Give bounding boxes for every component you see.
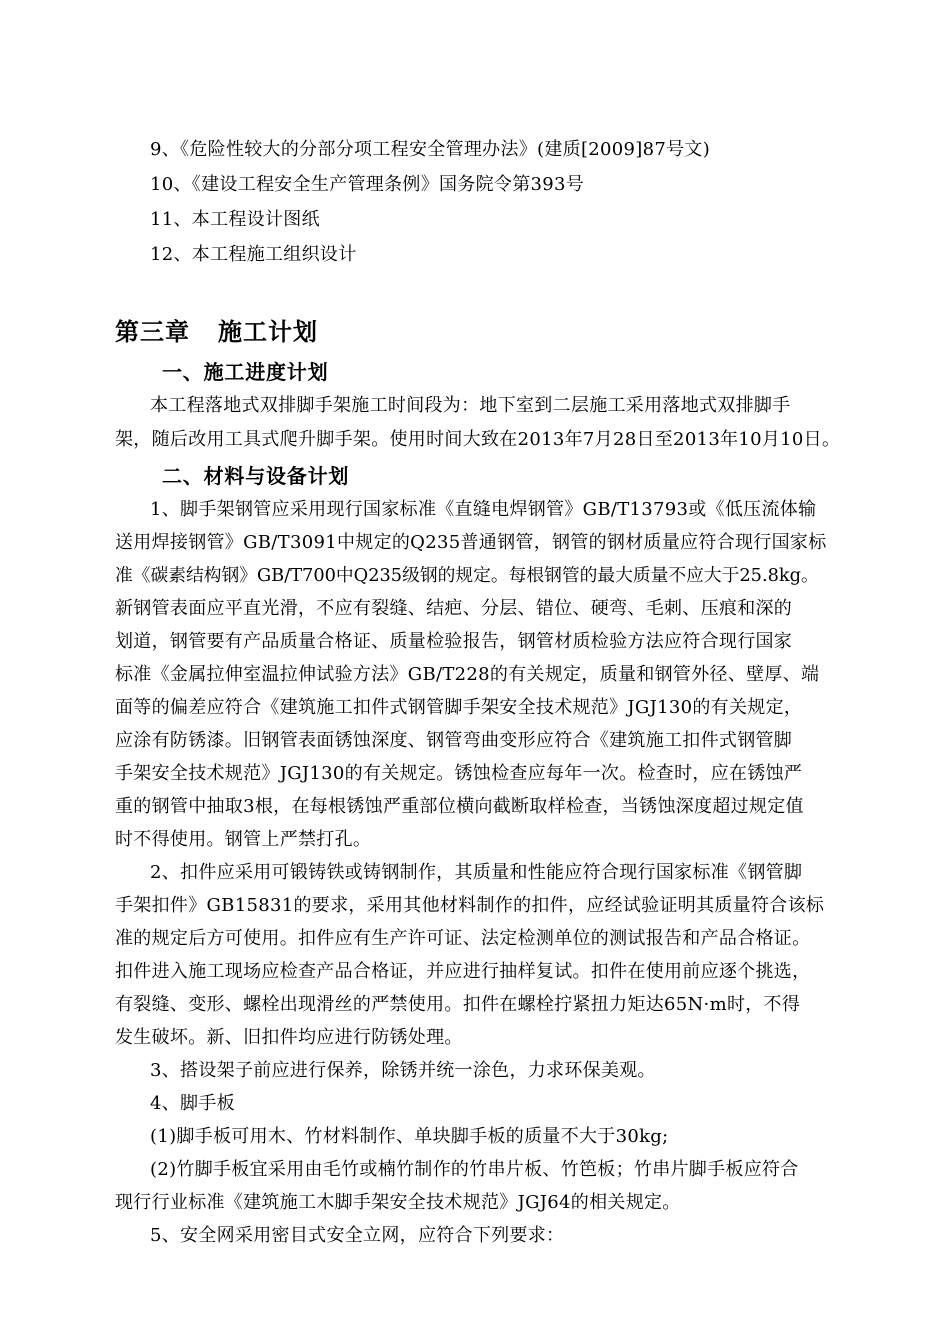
paragraph-line: 准《碳素结构钢》GB/T700中Q235级钢的规定。每根钢管的最大质量不应大于25.8kg。 [115, 566, 819, 586]
section-heading: 二、材料与设备计划 [162, 464, 350, 488]
paragraph-line: 5、安全网采用密目式安全立网，应符合下列要求： [150, 1225, 565, 1246]
reference-item: 11、本工程设计图纸 [150, 209, 320, 230]
paragraph-line: 应涂有防锈漆。旧钢管表面锈蚀深度、钢管弯曲变形应符合《建筑施工扣件式钢管脚 [115, 730, 793, 751]
paragraph-line: 发生破坏。新、旧扣件均应进行防锈处理。 [115, 1027, 463, 1048]
paragraph-line: 送用焊接钢管》GB/T3091中规定的Q235普通钢管，钢管的钢材质量应符合现行国家标 [115, 532, 827, 553]
paragraph-line: 手架扣件》GB15831的要求，采用其他材料制作的扣件，应经试验证明其质量符合该标 [115, 895, 825, 916]
section-heading: 一、施工进度计划 [162, 360, 329, 384]
paragraph-line: 有裂缝、变形、螺栓出现滑丝的严禁使用。扣件在螺栓拧紧扭力矩达65N·m时，不得 [115, 994, 801, 1015]
paragraph-line: 面等的偏差应符合《建筑施工扣件式钢管脚手架安全技术规范》JGJ130的有关规定， [115, 697, 803, 718]
paragraph-line: 新钢管表面应平直光滑，不应有裂缝、结疤、分层、错位、硬弯、毛刺、压痕和深的 [115, 598, 793, 619]
paragraph-line: 重的钢管中抽取3根，在每根锈蚀严重部位横向截断取样检查，当锈蚀深度超过规定值 [115, 796, 804, 817]
paragraph-line: (2)竹脚手板宜采用由毛竹或楠竹制作的竹串片板、竹笆板；竹串片脚手板应符合 [150, 1159, 799, 1180]
reference-item: 12、本工程施工组织设计 [150, 244, 357, 265]
paragraph-line: 4、脚手板 [150, 1093, 235, 1114]
paragraph-line: 现行行业标准《建筑施工木脚手架安全技术规范》JGJ64的相关规定。 [115, 1192, 681, 1213]
paragraph-line: 2、扣件应采用可锻铸铁或铸钢制作，其质量和性能应符合现行国家标准《钢管脚 [150, 862, 803, 883]
reference-item: 10、《建设工程安全生产管理条例》国务院令第393号 [150, 174, 585, 195]
paragraph-line: 本工程落地式双排脚手架施工时间段为：地下室到二层施工采用落地式双排脚手 [150, 395, 791, 416]
paragraph-line: 3、搭设架子前应进行保养，除锈并统一涂色，力求环保美观。 [150, 1060, 656, 1081]
chapter-title: 施工计划 [218, 317, 318, 346]
reference-item: 9、《危险性较大的分部分项工程安全管理办法》(建质[2009]87号文) [150, 139, 711, 160]
paragraph-line: 划道，钢管要有产品质量合格证、质量检验报告，钢管材质检验方法应符合现行国家 [115, 631, 793, 652]
paragraph-line: 架，随后改用工具式爬升脚手架。使用时间大致在2013年7月28日至2013年10月10日。 [115, 429, 841, 450]
paragraph-line: 扣件进入施工现场应检查产品合格证，并应进行抽样复试。扣件在使用前应逐个挑选， [115, 961, 811, 982]
chapter-heading [115, 312, 318, 347]
paragraph-line: (1)脚手板可用木、竹材料制作、单块脚手板的质量不大于30kg; [150, 1126, 669, 1147]
chapter-number: 第三章 [115, 317, 190, 346]
paragraph-line: 准的规定后方可使用。扣件应有生产许可证、法定检测单位的测试报告和产品合格证。 [115, 928, 811, 949]
paragraph-line: 手架安全技术规范》JGJ130的有关规定。锈蚀检查应每年一次。检查时，应在锈蚀严 [115, 763, 803, 784]
paragraph-line: 1、脚手架钢管应采用现行国家标准《直缝电焊钢管》GB/T13793或《低压流体输 [150, 499, 817, 520]
paragraph-line: 时不得使用。钢管上严禁打孔。 [115, 829, 372, 850]
paragraph-line: 标准《金属拉伸室温拉伸试验方法》GB/T228的有关规定，质量和钢管外径、壁厚、端 [115, 664, 820, 685]
